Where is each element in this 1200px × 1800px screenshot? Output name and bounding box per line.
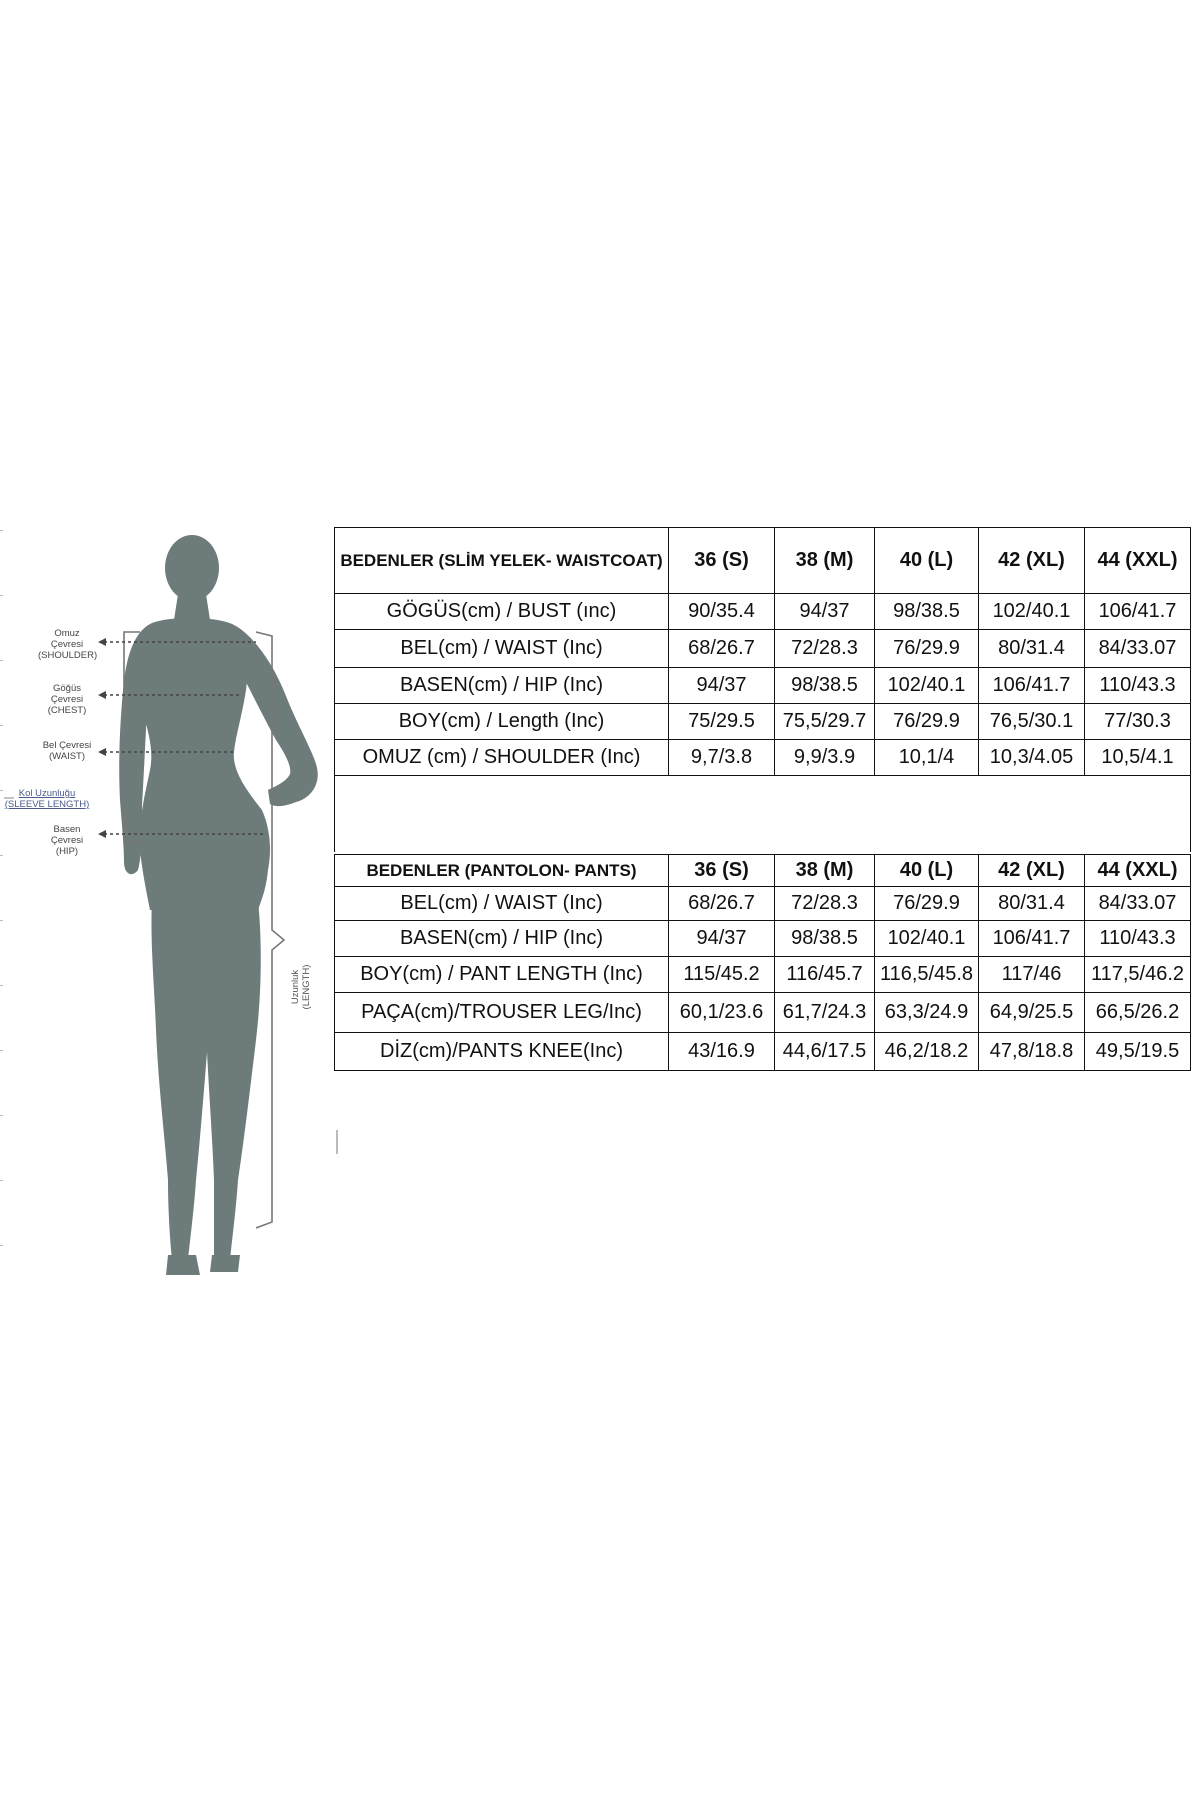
table-cell: 10,1/4 bbox=[875, 740, 979, 776]
table-cell: 106/41.7 bbox=[979, 668, 1085, 704]
table-cell: 98/38.5 bbox=[775, 668, 875, 704]
table-cell: 75/29.5 bbox=[669, 704, 775, 740]
table-cell: 72/28.3 bbox=[775, 887, 875, 921]
table-row bbox=[335, 887, 1191, 921]
row-label: BEL(cm) / WAIST (Inc) bbox=[335, 887, 669, 921]
row-label: BOY(cm) / PANT LENGTH (Inc) bbox=[335, 957, 669, 993]
table-row bbox=[335, 740, 1191, 776]
table-cell: 44,6/17.5 bbox=[775, 1033, 875, 1071]
row-label: BEL(cm) / WAIST (Inc) bbox=[335, 630, 669, 668]
table-cell: 102/40.1 bbox=[979, 594, 1085, 630]
table-cell: 106/41.7 bbox=[979, 921, 1085, 957]
table-row bbox=[335, 668, 1191, 704]
table-cell: 72/28.3 bbox=[775, 630, 875, 668]
table-cell: 60,1/23.6 bbox=[669, 993, 775, 1033]
spacer-cell bbox=[335, 776, 1191, 852]
size-header: 42 (XL) bbox=[979, 855, 1085, 887]
table-cell: 64,9/25.5 bbox=[979, 993, 1085, 1033]
table-cell: 76/29.9 bbox=[875, 887, 979, 921]
row-label: BASEN(cm) / HIP (Inc) bbox=[335, 921, 669, 957]
shoulder-label-tr: Omuz Çevresi bbox=[50, 628, 84, 650]
row-label: OMUZ (cm) / SHOULDER (Inc) bbox=[335, 740, 669, 776]
pants-table-title: BEDENLER (PANTOLON- PANTS) bbox=[335, 855, 669, 887]
table-cell: 117,5/46.2 bbox=[1085, 957, 1191, 993]
hip-label-tr: Basen Çevresi bbox=[50, 824, 84, 846]
length-label-en: (LENGTH) bbox=[301, 964, 312, 1010]
table-cell: 9,7/3.8 bbox=[669, 740, 775, 776]
waist-label-tr: Bel Çevresi bbox=[42, 740, 92, 751]
table-cell: 115/45.2 bbox=[669, 957, 775, 993]
table-cell: 102/40.1 bbox=[875, 668, 979, 704]
shoulder-label bbox=[38, 628, 96, 661]
length-label-tr: Uzunluk bbox=[290, 969, 301, 1005]
table-cell: 117/46 bbox=[979, 957, 1085, 993]
table-cell: 43/16.9 bbox=[669, 1033, 775, 1071]
chest-label-tr: Göğüs Çevresi bbox=[50, 683, 84, 705]
table-row bbox=[335, 921, 1191, 957]
row-label: PAÇA(cm)/TROUSER LEG/Inc) bbox=[335, 993, 669, 1033]
row-label: BOY(cm) / Length (Inc) bbox=[335, 704, 669, 740]
table-row bbox=[335, 630, 1191, 668]
table-cell: 98/38.5 bbox=[875, 594, 979, 630]
chest-label bbox=[38, 683, 96, 716]
table-cell: 68/26.7 bbox=[669, 887, 775, 921]
table-cell: 9,9/3.9 bbox=[775, 740, 875, 776]
table-cell: 80/31.4 bbox=[979, 887, 1085, 921]
hip-label bbox=[38, 824, 96, 857]
table-cell: 75,5/29.7 bbox=[775, 704, 875, 740]
table-cell: 63,3/24.9 bbox=[875, 993, 979, 1033]
table-header-row bbox=[335, 855, 1191, 887]
table-row bbox=[335, 594, 1191, 630]
table-cell: 98/38.5 bbox=[775, 921, 875, 957]
size-header: 36 (S) bbox=[669, 855, 775, 887]
table-cell: 61,7/24.3 bbox=[775, 993, 875, 1033]
waistcoat-size-table bbox=[334, 527, 1191, 852]
table-cell: 10,3/4.05 bbox=[979, 740, 1085, 776]
table-row bbox=[335, 1033, 1191, 1071]
table-cell: 46,2/18.2 bbox=[875, 1033, 979, 1071]
size-header: 40 (L) bbox=[875, 855, 979, 887]
table-cell: 84/33.07 bbox=[1085, 630, 1191, 668]
length-label bbox=[290, 952, 312, 1022]
table-spacer-row bbox=[335, 776, 1191, 852]
table-cell: 49,5/19.5 bbox=[1085, 1033, 1191, 1071]
table-cell: 110/43.3 bbox=[1085, 668, 1191, 704]
table-cell: 94/37 bbox=[669, 921, 775, 957]
table-cell: 102/40.1 bbox=[875, 921, 979, 957]
waist-label bbox=[38, 740, 96, 762]
sleeve-label-en: (SLEEVE LENGTH) bbox=[4, 799, 90, 810]
row-label: GÖGÜS(cm) / BUST (ınc) bbox=[335, 594, 669, 630]
table-cell: 68/26.7 bbox=[669, 630, 775, 668]
size-header: 42 (XL) bbox=[979, 528, 1085, 594]
table-cell: 47,8/18.8 bbox=[979, 1033, 1085, 1071]
size-header: 36 (S) bbox=[669, 528, 775, 594]
table-cell: 80/31.4 bbox=[979, 630, 1085, 668]
table-cell: 84/33.07 bbox=[1085, 887, 1191, 921]
table-row bbox=[335, 704, 1191, 740]
table-cell: 77/30.3 bbox=[1085, 704, 1191, 740]
measurement-figure bbox=[0, 520, 330, 1280]
table-row bbox=[335, 957, 1191, 993]
size-header: 44 (XXL) bbox=[1085, 528, 1191, 594]
table-cell: 76/29.9 bbox=[875, 704, 979, 740]
waist-label-en: (WAIST) bbox=[48, 751, 86, 762]
stray-mark bbox=[336, 1130, 338, 1154]
size-header: 40 (L) bbox=[875, 528, 979, 594]
table-cell: 94/37 bbox=[775, 594, 875, 630]
table-cell: 116,5/45.8 bbox=[875, 957, 979, 993]
size-header: 44 (XXL) bbox=[1085, 855, 1191, 887]
sleeve-length-label bbox=[4, 788, 90, 810]
row-label: DİZ(cm)/PANTS KNEE(Inc) bbox=[335, 1033, 669, 1071]
table-row bbox=[335, 993, 1191, 1033]
table-header-row bbox=[335, 528, 1191, 594]
table-cell: 10,5/4.1 bbox=[1085, 740, 1191, 776]
shoulder-label-en: (SHOULDER) bbox=[38, 650, 98, 661]
row-label: BASEN(cm) / HIP (Inc) bbox=[335, 668, 669, 704]
table-cell: 76,5/30.1 bbox=[979, 704, 1085, 740]
table-cell: 90/35.4 bbox=[669, 594, 775, 630]
size-header: 38 (M) bbox=[775, 855, 875, 887]
hip-label-en: (HIP) bbox=[55, 846, 79, 857]
table-cell: 76/29.9 bbox=[875, 630, 979, 668]
sleeve-label-tr: Kol Uzunluğu bbox=[18, 788, 76, 799]
table-cell: 110/43.3 bbox=[1085, 921, 1191, 957]
table-cell: 106/41.7 bbox=[1085, 594, 1191, 630]
pants-size-table bbox=[334, 854, 1191, 1071]
table-cell: 116/45.7 bbox=[775, 957, 875, 993]
table-cell: 94/37 bbox=[669, 668, 775, 704]
size-header: 38 (M) bbox=[775, 528, 875, 594]
waistcoat-table-title: BEDENLER (SLİM YELEK- WAISTCOAT) bbox=[335, 528, 669, 594]
table-cell: 66,5/26.2 bbox=[1085, 993, 1191, 1033]
chest-label-en: (CHEST) bbox=[47, 705, 87, 716]
